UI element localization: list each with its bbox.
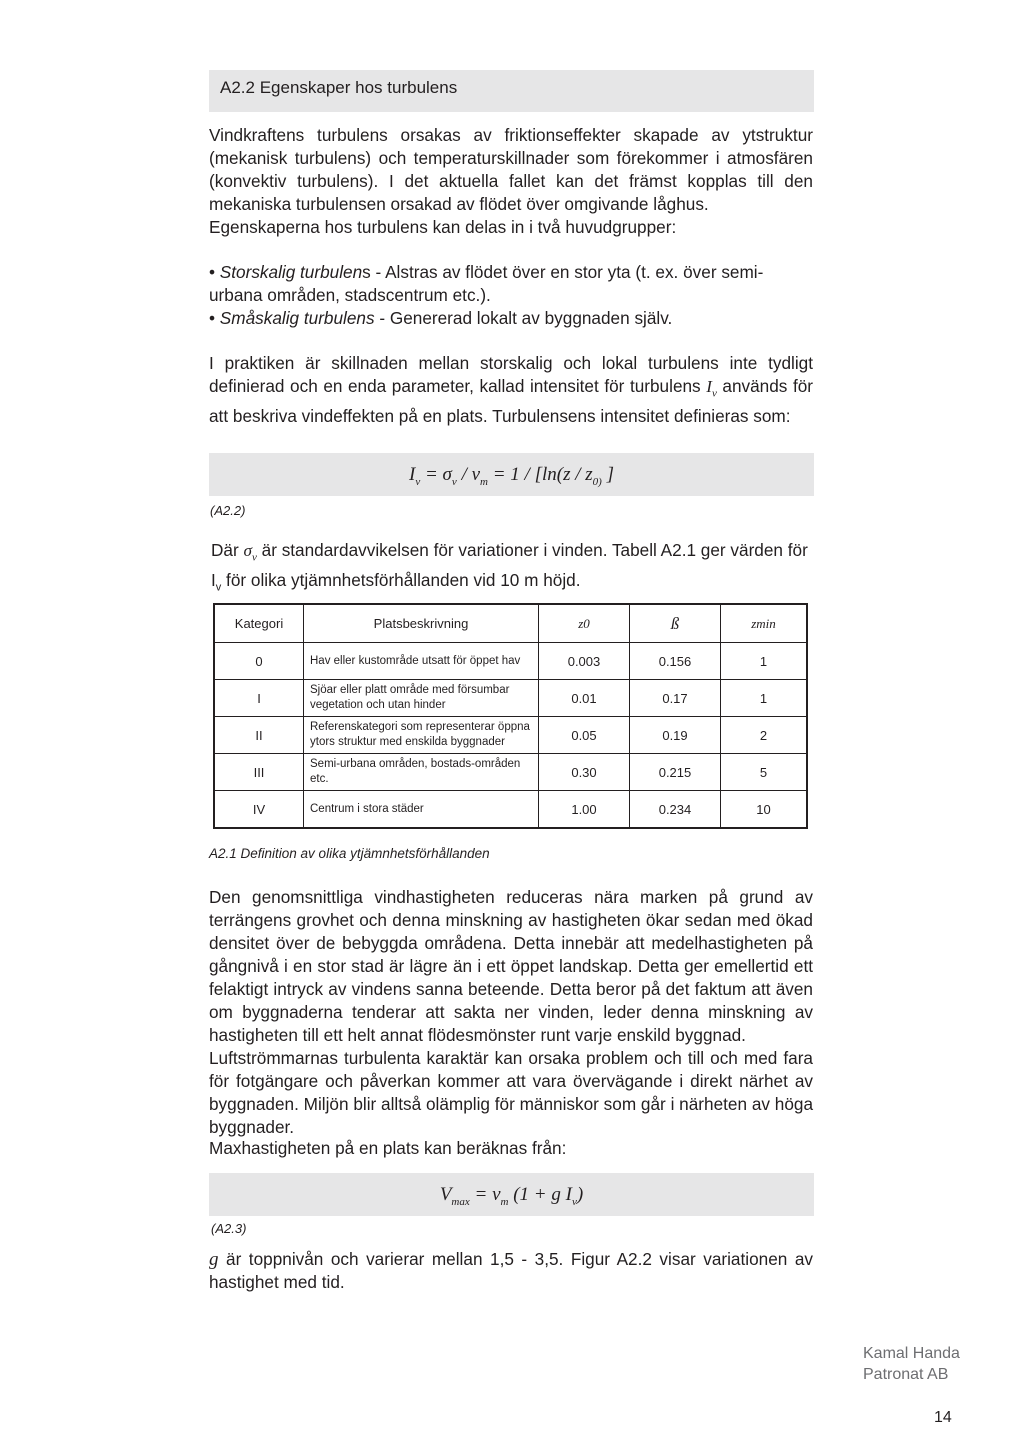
cell-beta: 0.19 bbox=[630, 717, 721, 754]
eq1-rest: = 1 / [ln(z / z bbox=[487, 464, 593, 485]
header-beta: ß bbox=[630, 605, 721, 643]
where-i-sub: v bbox=[215, 581, 222, 594]
bullet-term-large: Storskalig turbulen bbox=[219, 262, 363, 282]
bullet-small-scale: • Småskalig turbulens - Genererad lokalt av byggnaden själv. bbox=[209, 308, 673, 328]
turbulence-symbol-i: I bbox=[706, 377, 712, 396]
table-caption: A2.1 Definition av olika ytjämnhetsförhållanden bbox=[209, 846, 490, 861]
body-text-1: Den genomsnittliga vindhastigheten reduceras nära marken på grund av terrängens grovhet och denna minskning av hastigheten ökar sedan med ökad densitet över de bebyggda områdena. Detta innebär att medelhastigheten på gångnivå i en stor stad är lägre än i ett öppet landskap. Detta ger emellertid ett felaktigt intryck av vindens sanna beteende. Detta beror på det faktum att även om byggnaderna tenderar att sakta ner vinden, leder denna minskning av hastigheten till ett helt annat flödesmönster runt varje enskild byggnad. bbox=[209, 887, 813, 1045]
header-platsbeskrivning: Platsbeskrivning bbox=[304, 605, 539, 643]
sigma-symbol-char: σ bbox=[243, 541, 252, 560]
eq1-z-sub: 0) bbox=[592, 475, 602, 488]
cell-z0: 0.30 bbox=[539, 754, 630, 791]
cell-kategori: II bbox=[215, 717, 304, 754]
cell-plats: Hav eller kustområde utsatt för öppet hav bbox=[304, 643, 539, 680]
eq1-div: / v bbox=[456, 464, 481, 485]
cell-plats: Centrum i stora städer bbox=[304, 791, 539, 827]
eq2-i-sub: v bbox=[571, 1195, 577, 1208]
cell-kategori: 0 bbox=[215, 643, 304, 680]
cell-zmin: 2 bbox=[721, 717, 806, 754]
where-text-main: är standardavvikelsen för variationer i vinden. Tabell A2.1 ger värden för I bbox=[211, 540, 808, 591]
where-text bbox=[211, 539, 815, 600]
equation-a23 bbox=[209, 1184, 814, 1208]
cell-beta: 0.215 bbox=[630, 754, 721, 791]
eq1-i-sub: v bbox=[415, 475, 421, 488]
where-paragraph bbox=[209, 539, 815, 600]
body-text-2: Luftströmmarnas turbulenta karaktär kan orsaka problem och till och med fara för fotgängare och påverkan kommer att vara övervägande i direkt närhet av byggnaden. Miljön blir alltså olämplig för människor som går i närheten av höga byggnader. bbox=[209, 1048, 813, 1137]
bullet-term-large-tail: s bbox=[362, 262, 371, 282]
cell-zmin: 10 bbox=[756, 801, 771, 817]
equation-box-a23 bbox=[209, 1173, 814, 1216]
roughness-table bbox=[213, 603, 808, 829]
eq2-end: ) bbox=[576, 1184, 584, 1205]
bullet-large-scale: • Storskalig turbulens - Alstras av flödet över en stor yta (t. ex. över semi-urbana områden, stadscentrum etc.). bbox=[209, 262, 764, 305]
turbulence-symbol bbox=[706, 377, 717, 400]
intro-paragraph bbox=[209, 124, 813, 216]
cell-zmin: 1 bbox=[721, 680, 806, 717]
bullet-text-small: - Genererad lokalt av byggnaden själv. bbox=[374, 308, 673, 328]
cell-beta: 0.156 bbox=[630, 643, 721, 680]
closing-text bbox=[209, 1248, 813, 1294]
practice-text bbox=[209, 352, 813, 428]
where-text-end: för olika ytjämnhetsförhållanden vid 10 m höjd. bbox=[221, 570, 581, 591]
sigma-symbol bbox=[243, 541, 257, 564]
eq2-v: V bbox=[439, 1184, 452, 1205]
table-row bbox=[215, 791, 806, 827]
eq2-vm-sub: m bbox=[500, 1195, 509, 1208]
cell-plats: Sjöar eller platt område med försumbar vegetation och utan hinder bbox=[304, 680, 539, 717]
groups-text: Egenskaperna hos turbulens kan delas in i två huvudgrupper: bbox=[209, 217, 677, 237]
bullet-term-small: Småskalig turbulens bbox=[219, 308, 375, 328]
page-number: 14 bbox=[934, 1409, 952, 1426]
cell-plats: Semi-urbana områden, bostads-områden etc. bbox=[304, 754, 539, 791]
eq1-sigma-sub: v bbox=[451, 475, 457, 488]
practice-paragraph bbox=[209, 352, 813, 428]
cell-plats: Referenskategori som representerar öppna ytors struktur med enskilda byggnader bbox=[304, 717, 539, 754]
equation-label-a22: (A2.2) bbox=[210, 503, 246, 518]
footer-author-block bbox=[863, 1343, 960, 1385]
table-row bbox=[215, 717, 806, 754]
cell-kategori: I bbox=[215, 680, 304, 717]
closing-paragraph bbox=[209, 1248, 813, 1294]
cell-zmin: 1 bbox=[721, 643, 806, 680]
cell-kategori: IV bbox=[215, 791, 304, 827]
table-row bbox=[215, 643, 806, 680]
table-row bbox=[215, 680, 806, 717]
table-header-row bbox=[215, 605, 806, 643]
eq1-i: I bbox=[409, 464, 416, 485]
practice-text-before: I praktiken är skillnaden mellan storskalig och lokal turbulens inte tydligt definierad och en enda parameter, kallad intensitet för turbulens bbox=[209, 353, 813, 396]
cell-z0: 0.003 bbox=[539, 643, 630, 680]
turbulence-symbol-sub: v bbox=[711, 387, 717, 400]
eq1-sigma: = σ bbox=[420, 464, 452, 485]
body-paragraph-2 bbox=[209, 1047, 813, 1139]
eq2-eq: = v bbox=[469, 1184, 501, 1205]
cell-beta: 0.234 bbox=[630, 791, 721, 827]
intro-groups-line bbox=[209, 216, 813, 239]
cell-zmin: 5 bbox=[721, 754, 806, 791]
header-zmin: zmin bbox=[721, 605, 806, 643]
table-row bbox=[215, 754, 806, 791]
footer-company: Patronat AB bbox=[863, 1366, 949, 1383]
sigma-symbol-sub: v bbox=[251, 551, 257, 564]
practice-text-after: används för att beskriva vindeffekten på en plats. Turbulensens intensitet definieras som: bbox=[209, 376, 814, 427]
closing-text-main: är toppnivån och varierar mellan 1,5 - 3,5. Figur A2.2 visar variationen av hastighet med tid. bbox=[209, 1249, 813, 1292]
section-heading bbox=[209, 70, 814, 112]
cell-z0: 1.00 bbox=[539, 791, 630, 827]
equation-a22 bbox=[209, 464, 814, 488]
cell-kategori: III bbox=[215, 754, 304, 791]
cell-beta: 0.17 bbox=[630, 680, 721, 717]
bullet-text-large: - Alstras av flödet över en stor yta (t. ex. över semi-urbana områden, stadscentrum etc.). bbox=[209, 262, 764, 305]
header-z0: z0 bbox=[539, 605, 630, 643]
body-paragraph-1 bbox=[209, 886, 813, 1047]
intro-text: Vindkraftens turbulens orsakas av friktionseffekter skapade av ytstruktur (mekanisk turbulens) och temperaturskillnader som förekommer i atmosfären (konvektiv turbulens). I det aktuella fallet kan det främst kopplas till den mekaniska turbulensen orsakad av flödet över omgivande låghus. bbox=[209, 125, 813, 214]
cell-z0: 0.05 bbox=[539, 717, 630, 754]
bullet-list bbox=[209, 261, 813, 330]
where-prefix: Där bbox=[211, 540, 244, 560]
equation-box-a22 bbox=[209, 453, 814, 496]
eq2-v-sub: max bbox=[451, 1195, 470, 1208]
eq2-rest: (1 + g I bbox=[508, 1184, 572, 1205]
equation-label-a23: (A2.3) bbox=[211, 1221, 247, 1236]
cell-z0: 0.01 bbox=[539, 680, 630, 717]
g-symbol: g bbox=[209, 1249, 219, 1270]
eq1-end: ] bbox=[601, 464, 614, 485]
body-text-3: Maxhastigheten på en plats kan beräknas från: bbox=[209, 1138, 567, 1158]
eq1-v-sub: m bbox=[480, 475, 488, 488]
body-paragraph-3 bbox=[209, 1137, 813, 1160]
footer-author: Kamal Handa bbox=[863, 1345, 960, 1362]
header-kategori: Kategori bbox=[215, 605, 304, 643]
section-title: A2.2 Egenskaper hos turbulens bbox=[220, 78, 458, 97]
